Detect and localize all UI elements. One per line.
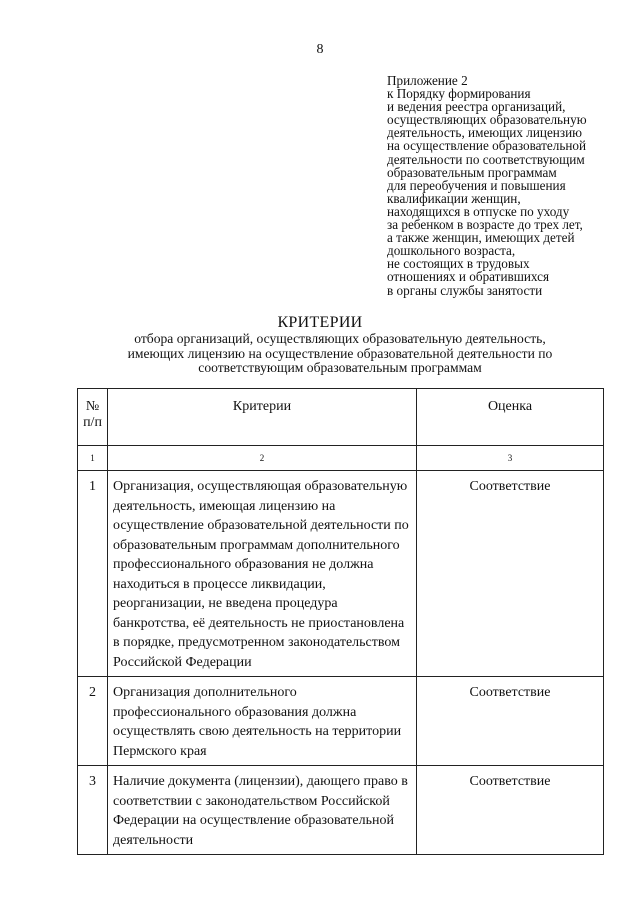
- row-score: Соответствие: [417, 471, 604, 677]
- table-header-row: [78, 389, 604, 446]
- header-number-abbr: п/п: [83, 415, 102, 430]
- header-score: Оценка: [417, 389, 604, 446]
- appendix-line: и ведения реестра организаций,: [387, 99, 566, 115]
- criteria-table: [77, 388, 604, 855]
- subtitle-line: имеющих лицензию на осуществление образовательной деятельности по: [127, 345, 553, 361]
- appendix-header: [387, 74, 637, 297]
- appendix-line: на осуществление образовательной: [387, 138, 587, 154]
- header-criteria: Критерии: [108, 389, 417, 446]
- table-row: [78, 766, 604, 855]
- row-score: Соответствие: [417, 766, 604, 855]
- row-number: 1: [78, 471, 108, 677]
- header-number: [78, 389, 108, 446]
- row-score: Соответствие: [417, 677, 604, 766]
- page-number: 8: [316, 42, 324, 57]
- appendix-line: не состоящих в трудовых: [387, 256, 530, 272]
- table-row: [78, 471, 604, 677]
- appendix-line: за ребенком в возрасте до трех лет,: [387, 217, 583, 233]
- table-row: [78, 677, 604, 766]
- row-criteria: Организация, осуществляющая образовательную деятельность, имеющая лицензию на осуществление образовательной деятельности по образовательным программам дополнительного профессионального образования не должна находиться в процессе ликвидации, реорганизации, не введена процедура банкротства, её деятельность не приостановлена в порядке, предусмотренном законодательством Российской Федерации: [108, 471, 417, 677]
- row-number: 2: [78, 677, 108, 766]
- appendix-line: квалификации женщин,: [387, 190, 521, 206]
- appendix-line: а также женщин, имеющих детей: [387, 230, 575, 246]
- column-index-row: [78, 446, 604, 471]
- document-subtitle: [0, 332, 640, 376]
- appendix-line: деятельности по соответствующим: [387, 151, 585, 167]
- column-index: 1: [78, 446, 108, 471]
- appendix-line: отношениях и обратившихся: [387, 269, 550, 285]
- appendix-line: осуществляющих образовательную: [387, 112, 587, 128]
- row-criteria: Наличие документа (лицензии), дающего право в соответствии с законодательством Российской Федерации на осуществление образовательной деятельности: [108, 766, 417, 855]
- subtitle-line: отбора организаций, осуществляющих образовательную деятельность,: [134, 331, 546, 346]
- document-title: КРИТЕРИИ: [277, 314, 363, 331]
- appendix-line: для переобучения и повышения: [387, 177, 566, 193]
- appendix-line: находящихся в отпуске по уходу: [387, 203, 570, 219]
- subtitle-line: соответствующим образовательным программам: [198, 360, 482, 375]
- appendix-line: деятельность, имеющих лицензию: [387, 125, 582, 141]
- column-index: 2: [108, 446, 417, 471]
- header-number-symbol: №: [85, 399, 100, 414]
- column-index: 3: [417, 446, 604, 471]
- appendix-line: Приложение 2: [387, 73, 468, 88]
- row-number: 3: [78, 766, 108, 855]
- row-criteria: Организация дополнительного профессионального образования должна осуществлять свою деятельность на территории Пермского края: [108, 677, 417, 766]
- appendix-line: образовательным программам: [387, 164, 557, 180]
- appendix-line: к Порядку формирования: [387, 86, 531, 102]
- appendix-line: дошкольного возраста,: [387, 243, 516, 259]
- appendix-line: в органы службы занятости: [387, 282, 543, 298]
